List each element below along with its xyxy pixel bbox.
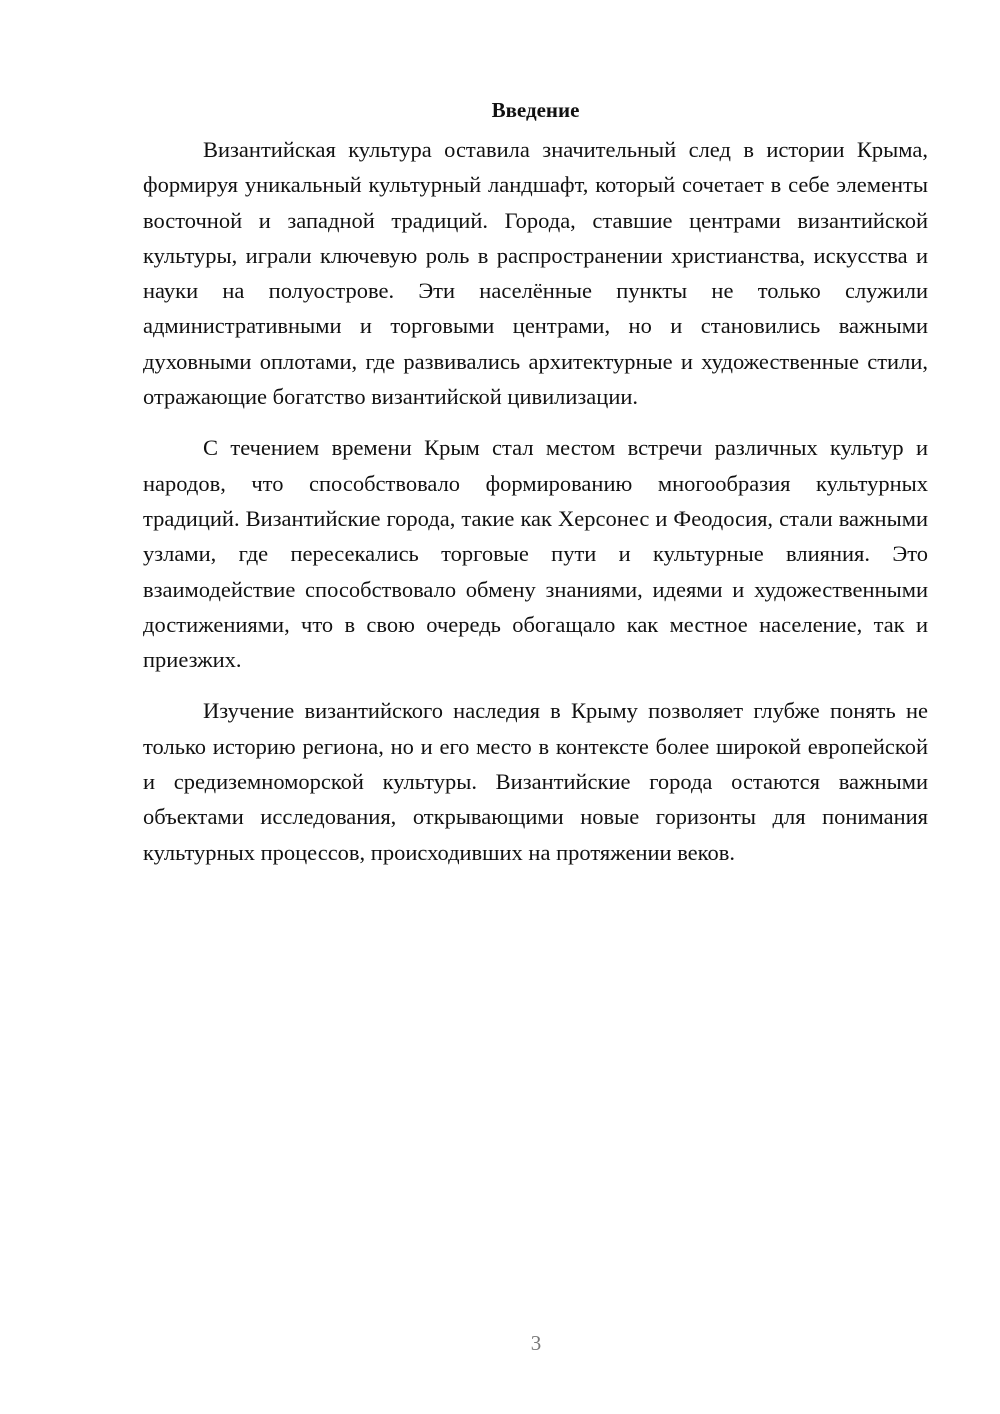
section-title: Введение (491, 98, 580, 122)
page-content (143, 92, 928, 886)
paragraph-3: Изучение византийского наследия в Крыму позволяет глубже понять не только историю региона, но и его место в контексте более широкой европейской и средиземноморской культуры. Византийские города остаются важными объектами исследования, открывающими новые горизонты для понимания культурных процессов, происходивших на протяжении веков. (143, 698, 928, 865)
paragraph-1: Византийская культура оставила значительный след в истории Крыма, формируя уникальный культурный ландшафт, который сочетает в себе элементы восточной и западной традиций. Города, ставшие центрами византийской культуры, играли ключевую роль в распространении христианства, искусства и науки на полуострове. Эти населённые пункты не только служили административными и торговыми центрами, но и становились важными духовными оплотами, где развивались архитектурные и художественные стили, отражающие богатство византийской цивилизации. (143, 137, 928, 410)
page-number: 3 (530, 1331, 542, 1355)
paragraph-2: С течением времени Крым стал местом встречи различных культур и народов, что способствовало формированию многообразия культурных традиций. Византийские города, такие как Херсонес и Феодосия, стали важными узлами, где пересекались торговые пути и культурные влияния. Это взаимодействие способствовало обмену знаниями, идеями и художественными достижениями, что в свою очередь обогащало как местное население, так и приезжих. (143, 435, 928, 673)
